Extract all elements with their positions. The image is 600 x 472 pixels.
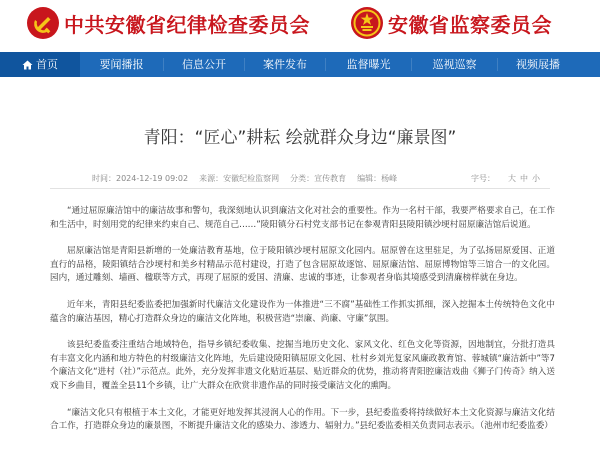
paragraph: 该县纪委监委注重结合地域特色，指导乡镇纪委收集、挖掘当地历史文化、家风文化、红色文化等资源，因地制宜，分批打造具有丰富文化内涵和地方特色的村级廉洁文化阵地，先后建设陵阳镇屈原文化园、杜村乡刘光复家风廉政教育馆、蓉城镇“廉洁新中”等7个廉洁文化“进村（社）”示范点。此外，充分发挥非遗文化贴近基层、贴近群众的优势，推动将青阳腔廉洁戏曲《狮子门传奇》纳入送戏下乡曲目，覆盖全县11个乡镇，让广大群众在欣赏非遗作品的同时接受廉洁文化的熏陶。: [50, 340, 555, 391]
article-body: [50, 205, 555, 447]
commission-title: 中共安徽省纪律检查委员会: [64, 12, 310, 37]
main-nav: [0, 52, 600, 77]
article-title: 青阳：“匠心”耕耘 绘就群众身边“廉景图”: [143, 128, 457, 148]
nav-case-release[interactable]: 案件发布: [263, 58, 307, 71]
font-medium-option[interactable]: 中: [520, 174, 528, 183]
paragraph: “廉洁文化只有根植于本土文化，才能更好地发挥其浸润人心的作用。下一步，县纪委监委将持续做好本土文化资源与廉洁文化结合工作，打造群众身边的廉景图，不断提升廉洁文化的感染力、渗透力、辐射力。”县纪委监委相关负责同志表示。（池州市纪委监委）: [50, 407, 555, 432]
nav-info-disclosure[interactable]: 信息公开: [182, 58, 226, 71]
article-source: 来源：安徽纪检监察网: [199, 174, 280, 183]
article-category: 分类：宣传教育: [290, 174, 347, 183]
nav-exposure[interactable]: 监督曝光: [346, 58, 391, 71]
font-small-option[interactable]: 小: [532, 174, 540, 183]
nav-home[interactable]: [0, 52, 80, 77]
publish-time: 时间：2024-12-19 09:02: [92, 174, 189, 183]
party-emblem-icon: [26, 6, 60, 40]
article-meta: [92, 173, 542, 184]
divider: [50, 188, 550, 189]
article-editor: 编辑：杨峰: [357, 174, 398, 183]
paragraph: “通过屈原廉洁馆中的廉洁故事和警句，我深刻地认识到廉洁文化对社会的重要性。作为一名村干部，我要严格要求自己，在工作和生活中，时刻用党的纪律来约束自己、规范自己……”陵阳镇分石村党支部书记在参观青阳县陵阳镇沙埂村屈原廉洁馆后说道。: [50, 206, 555, 230]
paragraph: 近年来，青阳县纪委监委把加强新时代廉洁文化建设作为一体推进“三不腐”基础性工作抓实抓细，深入挖掘本土传统特色文化中蕴含的廉洁基因，精心打造群众身边的廉洁文化阵地，积极营造“崇廉、尚廉、守廉”氛围。: [50, 299, 555, 324]
nav-video[interactable]: 视频展播: [516, 58, 560, 71]
nav-inspection[interactable]: 巡视巡察: [432, 58, 477, 71]
ccdi-brand[interactable]: [26, 6, 310, 40]
site-header: [0, 0, 600, 50]
nav-news[interactable]: 要闻播报: [99, 58, 144, 71]
national-emblem-icon: [350, 6, 384, 40]
nav-home-label: 首页: [36, 58, 58, 71]
supervision-brand[interactable]: [350, 6, 552, 40]
supervision-title: 安徽省监察委员会: [388, 12, 552, 37]
paragraph: 屈原廉洁馆是青阳县新增的一处廉洁教育基地，位于陵阳镇沙埂村屈原文化园内。屈原曾在这里驻足，为了弘扬屈原爱国、正道直行的品格，陵阳镇结合沙埂村和美乡村精品示范村建设，打造了包含屈原故逐馆、屈原廉洁馆、屈原博物馆等三馆合一的文化园。园内，通过雕刻、墙画、楹联等方式，再现了屈原的爱国、清廉、忠诚的事迹，让参观者身临其境感受到清廉榜样就在身边。: [50, 246, 555, 284]
font-size-label: 字号：: [471, 174, 495, 183]
font-size-control: [471, 173, 542, 184]
home-icon: [22, 60, 33, 70]
font-large-option[interactable]: 大: [508, 174, 516, 183]
